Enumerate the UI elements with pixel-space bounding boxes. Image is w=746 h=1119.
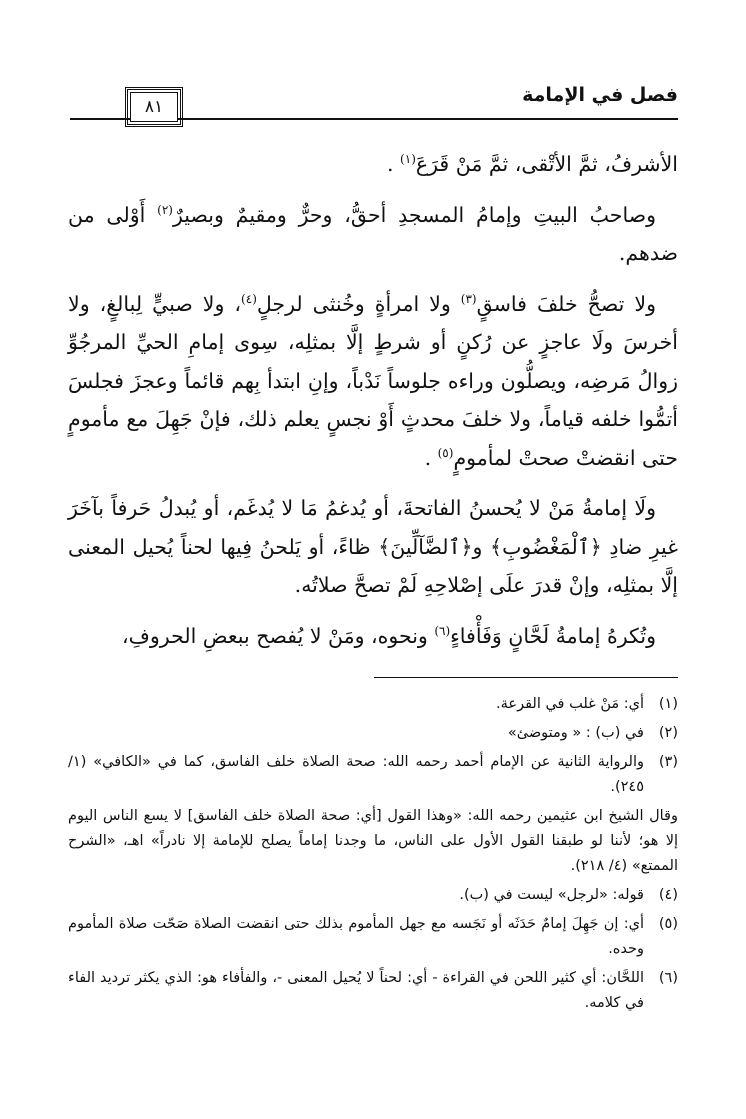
footnote-2: (٢) في (ب) : « ومتوضئ»	[507, 725, 678, 741]
footnote-4: (٤) قوله: «لرجل» ليست في (ب).	[459, 887, 678, 903]
paragraph-3: ولا تصحُّ خلفَ فاسقٍ$^{(٣)}$ ولا امرأةٍ وخُنثى لرجلٍ$^{(٤)}$، ولا صبيٍّ لِبالغٍ، ولا أخرسَ ولَا عاجزٍ عن رُكنٍ أو شرطٍ إلَّا بمثلِه، سِوى إمامِ الحيِّ المرجُوِّ زوالُ مَرضِه، ويصلُّون وراءه جلوساً نَدْباً، وإنِ ابتدأ بِهم قائماً وعجزَ فجلسَ أتمُّوا خلفه قياماً، ولا خلفَ محدثٍ أَوْ نجسٍ يعلم ذلك، فإنْ جَهِلَ مع مأمومٍ حتى انقضتْ صحتْ لمأمومٍ$^{(٥)}$ .	[68, 291, 678, 470]
main-text	[68, 145, 678, 667]
footnote-separator	[374, 677, 678, 678]
footnote-1: (١) أي: مَنْ غلب في القرعة.	[496, 696, 678, 712]
footnote-ref-5: (٥)	[437, 445, 454, 460]
footnote-ref-3: (٣)	[460, 291, 477, 306]
footnotes	[68, 692, 678, 1020]
footnote-3: (٣) والرواية الثانية عن الإمام أحمد رحمه الله: صحة الصلاة خلف الفاسق، كما في «الكافي» (١/ ٢٤٥).	[68, 754, 678, 795]
chapter-title: فصل في الإمامة	[522, 84, 678, 106]
footnote-ref-6: (٦)	[434, 623, 451, 638]
quran-word-1: ﴿ٱلْمَغْضُوبِ﴾	[482, 534, 610, 559]
footnote-ref-2: (٢)	[157, 202, 173, 217]
footnote-ref-4: (٤)	[241, 291, 257, 306]
quran-word-2: ﴿ٱلضَّآلِّينَ﴾	[378, 534, 473, 559]
footnote-6: (٦) اللحَّان: أي كثير اللحن في القراءة - أي: لحناً لا يُحيل المعنى -، والفأفاء هو: الذي يكثر ترديد الفاء في كلامه.	[68, 970, 678, 1011]
footnote-3-continued: وقال الشيخ ابن عثيمين رحمه الله: «وهذا القول [أي: صحة الصلاة خلف الفاسق] لا يسع الناس اليوم إلا هو؛ لأننا لو طبقنا القول الأول على الناس، ما وجدنا إماماً يصلح للإمامة إلا نادراً» اهـ، «الشرح الممتع» (٤/ ٢١٨).	[68, 808, 678, 874]
page-number: ٨١	[130, 92, 178, 122]
footnote-5: (٥) أي: إن جَهِلَ إمامٌ حَدَثَه أو نَجَسه مع جهل المأموم بذلك حتى انقضت الصلاة صَحّت صلاة المأموم وحده.	[68, 916, 678, 957]
paragraph-4: ولَا إمامةُ مَنْ لا يُحسنُ الفاتحةَ، أو يُدغمُ مَا لا يُدغَم، أو يُبدلُ حَرفاً بآخَرَ غيرِ ضادِ ﴿ٱلْمَغْضُوبِ﴾ و﴿ٱلضَّآلِّينَ﴾ ظاءً، أو يَلحنُ فِيها لحناً يُحيل المعنى إلَّا بمثلِه، وإنْ قدرَ علَى إصْلاحِهِ لَمْ تصحَّ صلاتُه.	[68, 496, 678, 597]
paragraph-1: الأشرفُ، ثمَّ الأتْقى، ثمَّ مَنْ قَرَعَ$^{(١)}$ .	[387, 152, 678, 176]
paragraph-2: وصاحبُ البيتِ وإمامُ المسجدِ أحقُّ، وحرٌّ ومقيمٌ وبصيرٌ$^{(٢)}$ أَوْلى من ضدهم.	[68, 202, 678, 265]
footnote-ref-1: (١)	[400, 152, 416, 166]
paragraph-5: وتُكرهُ إمامةُ لَحَّانٍ وَفَأْفاءٍ$^{(٦)}$ ونحوه، ومَنْ لا يُفصح ببعضِ الحروفِ،	[122, 623, 656, 648]
